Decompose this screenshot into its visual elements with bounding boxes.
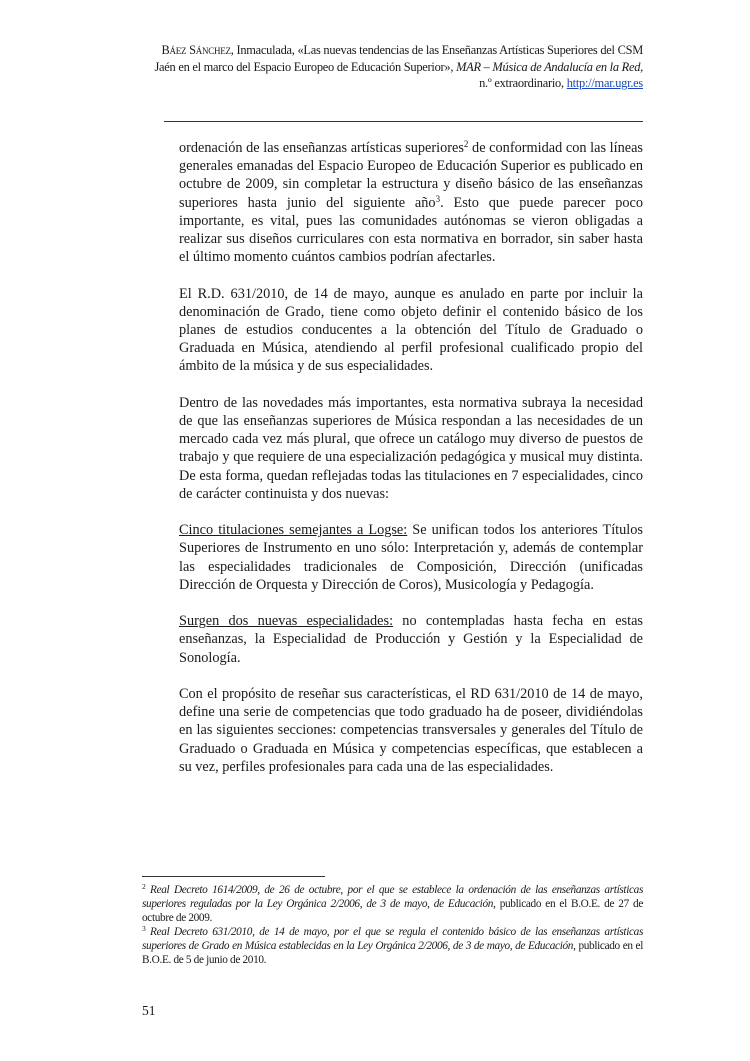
running-header: [150, 42, 643, 92]
page-number: 51: [142, 1003, 156, 1018]
header-issue: , n.º extraordinario,: [479, 59, 643, 91]
header-citation: , Inmaculada, «Las nuevas tendencias de las Enseñanzas Artísticas Superiores del CSM Jaén en el marco del Espacio Europeo de Educación Superior»,: [154, 43, 643, 74]
footnote-ref-2[interactable]: 2: [463, 139, 469, 149]
paragraph-5-heading: Surgen dos nuevas especialidades:: [179, 613, 394, 630]
paragraph-6: Con el propósito de reseñar sus características, el RD 631/2010 de 14 de mayo, define una serie de competencias que todo graduado ha de poseer, dividiéndolas en las siguientes secciones: competencias transversales y generales del Título de Graduado o Graduada en Música y competencias específicas, que establecen a su vez, perfiles profesionales para cada una de las especialidades.: [179, 686, 643, 775]
paragraph-4: Cinco titulaciones semejantes a Logse: Se unifican todos los anteriores Títulos Superiores de Instrumento en uno sólo: Interpretación y, además de contemplar las especialidades tradicionales de Composición, Dirección (unificadas Dirección de Orquesta y Dirección de Coros), Musicología y Pedagogía.: [179, 522, 643, 593]
footnote-3: $^3$ Real Decreto 631/2010, de 14 de mayo, por el que se regula el contenido básico de las enseñanzas artísticas superiores de Grado en Música establecidas en la Ley Orgánica 2/2006, de 3 de mayo, de Educación, publicado en el B.O.E. de 5 de junio de 2010.: [142, 923, 643, 966]
header-divider: [164, 121, 643, 122]
header-journal: MAR – Música de Andalucía en la Red: [456, 59, 641, 74]
header-author: Báez Sánchez: [161, 43, 231, 57]
main-text: [179, 139, 643, 794]
paragraph-4-heading: Cinco titulaciones semejantes a Logse:: [179, 522, 408, 539]
footnote-divider: [142, 876, 325, 877]
header-url-link[interactable]: http://mar.ugr.es: [566, 76, 643, 91]
paragraph-1: ordenación de las enseñanzas artísticas superiores$^2$ de conformidad con las líneas generales emanadas del Espacio Europeo de Educación Superior es publicado en octubre de 2009, sin completar la estructura y diseño básico de las enseñanzas superiores hasta junio del siguiente año$^3$. Esto que puede parecer poco importante, es vital, pues las comunidades autónomas se vieron obligadas a realizar sus diseños curriculares con esta normativa en borrador, sin saber hasta el último momento cuántos cambios podrían afectarles.: [179, 139, 643, 266]
footnotes: [142, 884, 643, 967]
paragraph-3: Dentro de las novedades más importantes, esta normativa subraya la necesidad de que las enseñanzas superiores de Música respondan a las necesidades de un mercado cada vez más plural, que ofrece un catálogo muy diverso de puestos de trabajo y que requiere de una especialización pedagógica y musical muy distinta. De esta forma, quedan reflejadas todas las titulaciones en 7 especialidades, cinco de carácter continuista y dos nuevas:: [179, 394, 643, 502]
footnote-ref-3[interactable]: 3: [435, 193, 441, 204]
footnote-2: $^2$ Real Decreto 1614/2009, de 26 de octubre, por el que se establece la ordenación de las enseñanzas artísticas superiores reguladas por la Ley Orgánica 2/2006, de 3 de mayo, de Educación, publicado en el B.O.E. de 27 de octubre de 2009.: [142, 882, 643, 924]
paragraph-5: Surgen dos nuevas especialidades: no contempladas hasta fecha en estas enseñanzas, la Especialidad de Producción y Gestión y la Especialidad de Sonología.: [179, 613, 643, 666]
paragraph-2: El R.D. 631/2010, de 14 de mayo, aunque es anulado en parte por incluir la denominación de Grado, tiene como objeto definir el contenido básico de los planes de estudios conducentes a la obtención del Título de Graduado o Graduada en Música, atendiendo al perfil profesional cualificado propio del ámbito de la música y de sus especialidades.: [179, 285, 643, 375]
